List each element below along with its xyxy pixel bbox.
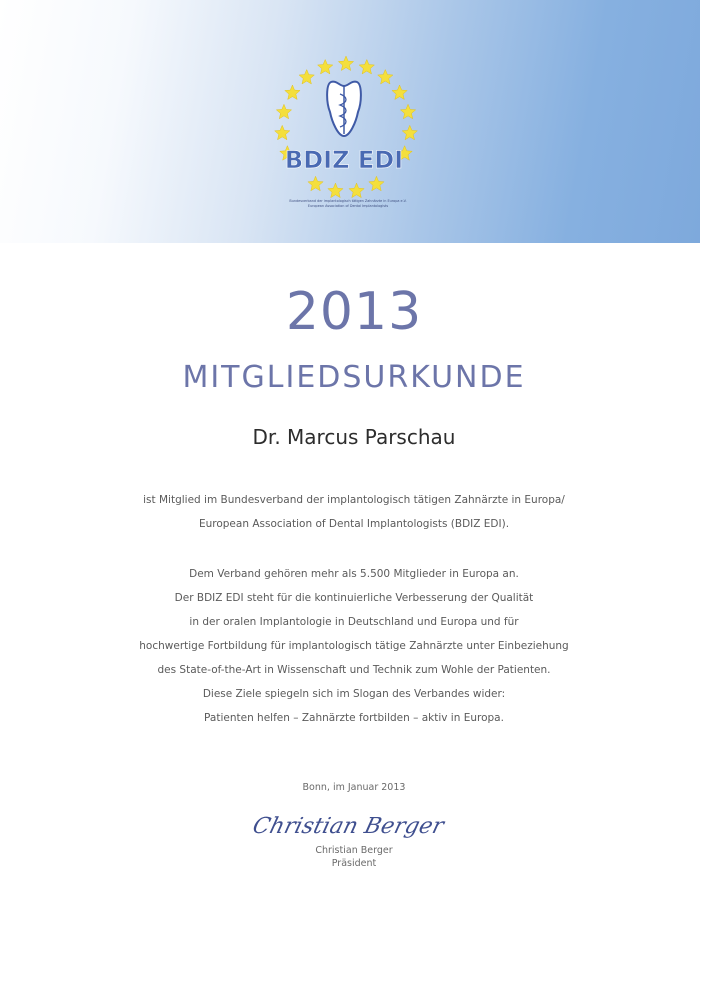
bdiz-edi-logo bbox=[268, 50, 428, 230]
signer-role: Präsident bbox=[331, 858, 377, 869]
statement-line: ist Mitglied im Bundesverband der implantologisch tätigen Zahnärzte in Europa/ bbox=[143, 494, 565, 506]
star-icon bbox=[338, 56, 353, 70]
star-icon bbox=[308, 176, 323, 190]
certificate-year: 2013 bbox=[285, 282, 423, 342]
star-icon bbox=[276, 104, 291, 118]
description-line: Diese Ziele spiegeln sich im Slogan des Verbandes wider: bbox=[202, 688, 506, 700]
star-icon bbox=[299, 70, 314, 84]
logo-subline-en: European Association of Dental Implantologists bbox=[307, 204, 389, 208]
star-icon bbox=[349, 183, 364, 197]
association-description bbox=[60, 562, 648, 730]
star-icon bbox=[359, 59, 374, 73]
star-icon bbox=[318, 59, 333, 73]
svg-text:Christian Berger: Christian Berger bbox=[250, 813, 447, 839]
logo-graphic bbox=[268, 50, 428, 230]
star-icon bbox=[402, 125, 417, 139]
signer-block bbox=[0, 844, 708, 870]
handwritten-signature bbox=[250, 803, 455, 845]
star-icon bbox=[369, 176, 384, 190]
statement-line: European Association of Dental Implantologists (BDIZ EDI). bbox=[198, 518, 510, 530]
description-line: Der BDIZ EDI steht für die kontinuierliche Verbesserung der Qualität bbox=[174, 592, 534, 604]
signature bbox=[250, 803, 455, 845]
star-icon bbox=[400, 104, 415, 118]
description-line: Patienten helfen – Zahnärzte fortbilden – aktiv in Europa. bbox=[204, 712, 504, 724]
description-line: Dem Verband gehören mehr als 5.500 Mitglieder in Europa an. bbox=[189, 568, 519, 580]
header-band bbox=[0, 0, 700, 243]
membership-statement bbox=[60, 488, 648, 536]
description-line: hochwertige Fortbildung für implantologisch tätige Zahnärzte unter Einbeziehung bbox=[139, 640, 569, 652]
star-icon bbox=[285, 85, 300, 99]
certificate-title: MITGLIEDSURKUNDE bbox=[182, 360, 526, 395]
signer-name: Christian Berger bbox=[315, 845, 393, 856]
description-line: des State-of-the-Art in Wissenschaft und Technik zum Wohle der Patienten. bbox=[157, 664, 551, 676]
logo-subline-de: Bundesverband der implantologisch tätigen Zahnärzte in Europa e.V. bbox=[289, 199, 407, 203]
logo-wordmark: BDIZ EDI bbox=[284, 146, 404, 174]
description-line: in der oralen Implantologie in Deutschland und Europa und für bbox=[189, 616, 519, 628]
star-icon bbox=[328, 183, 343, 197]
star-icon bbox=[378, 70, 393, 84]
place-date: Bonn, im Januar 2013 bbox=[302, 782, 406, 793]
star-icon bbox=[275, 125, 290, 139]
star-icon bbox=[392, 85, 407, 99]
member-name: Dr. Marcus Parschau bbox=[252, 425, 456, 449]
